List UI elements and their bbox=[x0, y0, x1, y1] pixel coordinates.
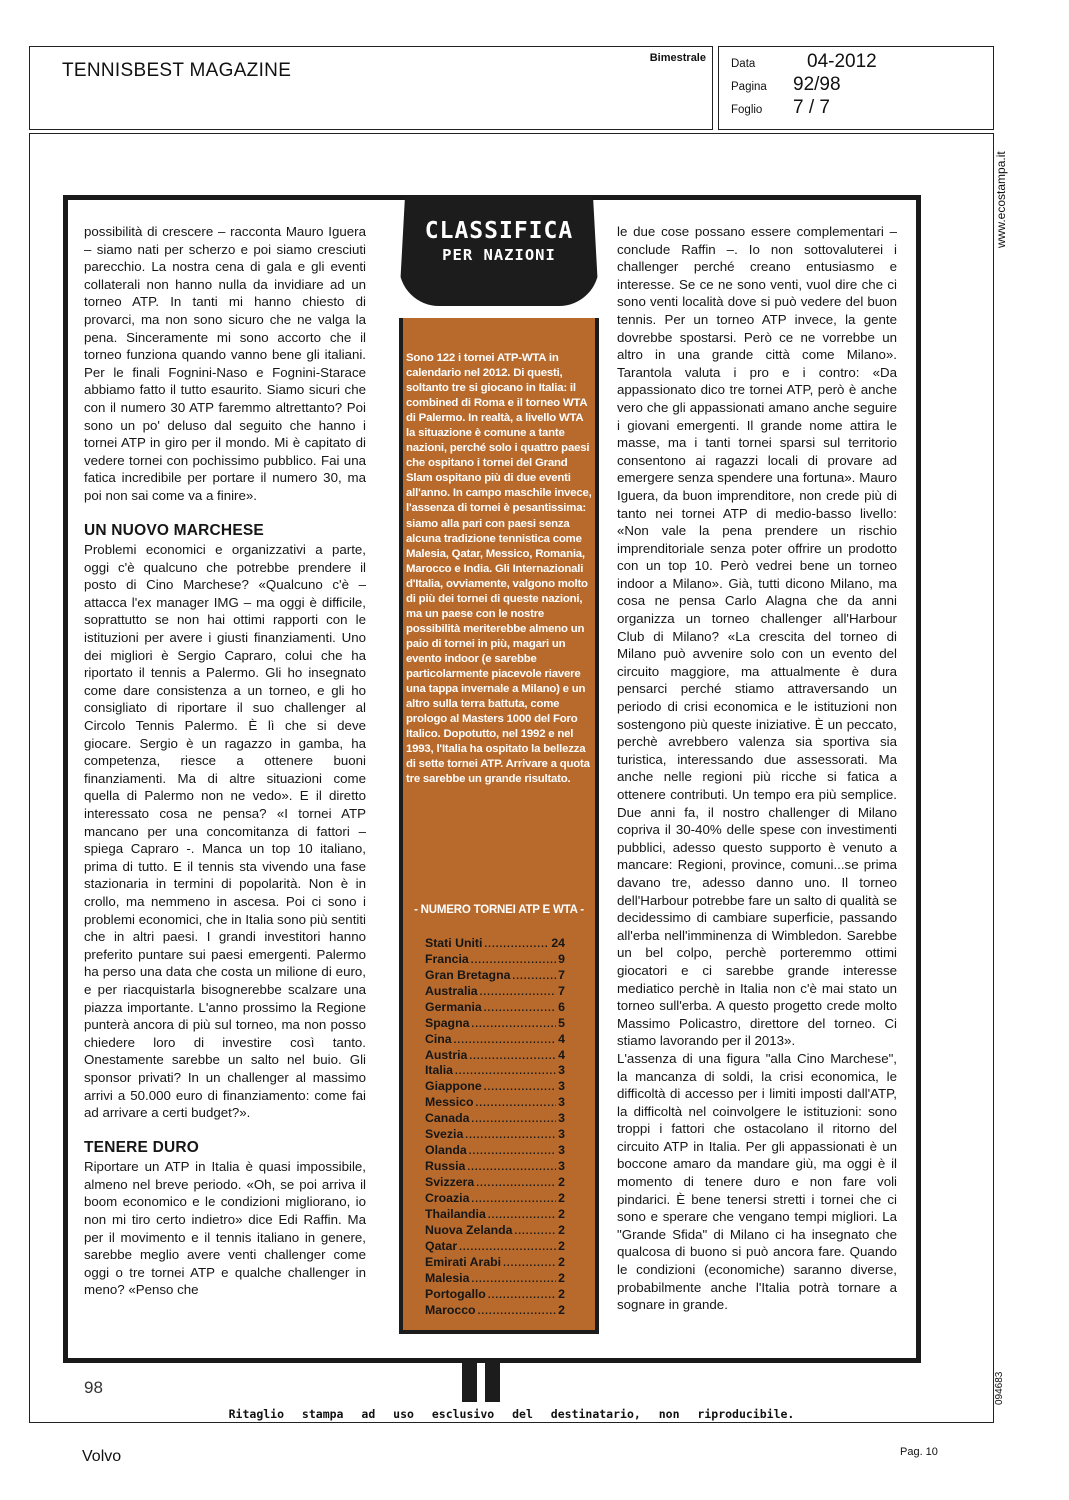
ranking-country: Russia bbox=[425, 1159, 466, 1174]
ranking-row bbox=[425, 1221, 565, 1237]
ranking-country: Spagna bbox=[425, 1015, 470, 1030]
clipping-code: 094683 bbox=[994, 1371, 1005, 1405]
ranking-count: 3 bbox=[558, 1079, 565, 1094]
ranking-heading: - NUMERO TORNEI ATP E WTA - bbox=[414, 904, 584, 916]
ranking-leader-dots bbox=[471, 1114, 556, 1125]
ranking-count: 2 bbox=[558, 1286, 565, 1301]
ranking-row bbox=[425, 1109, 565, 1125]
date-row bbox=[731, 51, 877, 73]
article-column-right bbox=[617, 223, 897, 1314]
ranking-country: Marocco bbox=[425, 1302, 476, 1317]
page-counter: Pag. 10 bbox=[900, 1446, 938, 1458]
ranking-country: Portogallo bbox=[425, 1286, 486, 1301]
ranking-country: Olanda bbox=[425, 1143, 467, 1158]
ranking-count: 5 bbox=[558, 1015, 565, 1030]
ranking-country: Nuova Zelanda bbox=[425, 1222, 513, 1237]
ranking-count: 3 bbox=[558, 1143, 565, 1158]
article-paragraph: le due cose possano essere complementari – conclude Raffin –. Io non sottovaluterei i challenger perché creano entusiasmo e interesse. Se ce ne sono venti, vuol dire che ci sono venti località dove si può vedere del buon tennis. Per un torneo ATP invece, la gente dovrebbe spostarsi. Però ce ne vorrebbe un altro in una grande città come Milano». Tarantola valuta i pro e i contro: «Da appassionato dico tre tornei ATP, però è anche vero che gli appassionati amano anche seguire i giovani emergenti. Il grande nome attira le masse, ma i tanti tornei sparsi sul territorio consentono ai ragazzi locali di provare ad emergere senza spendere una fortuna». Mauro Iguera, da buon imprenditore, non crede più di tanto nei tornei ATP di medio-basso livello: «Non vale la pena prendere un rischio imprenditoriale senza poter offrire un prodotto con un top 10. Però vedrei bene un torneo indoor a Milano». Già, tutti dicono Milano, ma cosa ne pensa Carlo Alagna che da anni organizza un torneo challenger all'Harbour Club di Milano? «La crescita del torneo di Milano può avvenire solo con un evento del circuito maggiore, ma attualmente è dura pensarci perché stiamo attraversando un periodo di crisi economica e le istituzioni non sostengono più queste iniziative. È un peccato, perchè avrebbero valenza sia sportiva sia turistica, interessando due assessorati. Ma anche nelle regioni più ricche si fatica a ottenere contributi. Un tempo era più semplice. Due anni fa, il nostro challenger di Milano copriva il 30-40% delle spese con investimenti pubblici, adesso questo supporto è venuto a mancare: Regioni, province, comuni...se prima davano tre, adesso danno uno. Il torneo dell'Harbour potrebbe fare un salto di qualità se decidessimo di cambiare superficie, passando all'erba nell'imminenza di Wimbledon. Sarebbe un bel colpo, perchè porteremmo ottimi giocatori e ci sarebbe grande interesse mediatico perchè in Italia non c'è mai stato un torneo sull'erba. A questo progetto crede molto Massimo Policastro, direttore del torneo. Ci stiamo lavorando per il 2013». bbox=[617, 224, 897, 1049]
ranking-count: 7 bbox=[558, 983, 565, 998]
ranking-leader-dots bbox=[484, 1082, 556, 1093]
ranking-leader-dots bbox=[514, 1226, 556, 1237]
ranking-row bbox=[425, 950, 565, 966]
ranking-row bbox=[425, 1301, 565, 1317]
ranking-row bbox=[425, 1285, 565, 1301]
publication-frequency: Bimestrale bbox=[649, 52, 706, 64]
header-title-box bbox=[29, 46, 713, 130]
ranking-leader-dots bbox=[469, 1146, 556, 1157]
ranking-leader-dots bbox=[488, 1290, 556, 1301]
article-paragraph: Problemi economici e organizzativi a parte, oggi c'è qualcuno che potrebbe prendere il posto di Cino Marchese? «Qualcuno c'è – attacca l'ex manager IMG – ma oggi è difficile, soprattutto se non hai ottimi rapporti con le istituzioni per avere i giusti finanziamenti. Uno dei migliori è Sergio Capraro, colui che ha riportato il tennis a Palermo. Gli ho insegnato come dare consistenza a un torneo, e gli ho consigliato di riportare il suo challenger al Circolo Tennis Palermo. È lì che si deve giocare. Sergio è un ragazzo in gamba, ha competenza, riesce a ottenere buoni finanziamenti. Ma di altre situazioni come quella di Palermo non ne vedo». E il diretto interessato cosa ne pensa? «I tornei ATP mancano per una concomitanza di fattori – spiega Capraro -. Manca un top 10 italiano, prima di tutto. E il tennis sta vivendo una fase stazionaria in termini di popolarità. Non è in crollo, ma nemmeno in ascesa. Poi ci sono i problemi economici, che in Italia sono più sentiti che in altri paesi. I grandi investitori hanno preferito puntare sui paesi emergenti. Palermo ha perso una data che costa un milione di euro, e per riacquistarla bisognerebbe scalzare una piazza importante. L'anno prossimo la Regione punterà ancora di più sul torneo, ma non posso chiedere loro di investire così tanto. Onestamente sarebbe un salto nel buio. Gli sponsor privati? In un challenger al massimo arrivi a 50.000 euro di finanziamento: come fai ad arrivare a certi budget?». bbox=[84, 542, 366, 1121]
client-name: Volvo bbox=[82, 1448, 122, 1465]
ranking-count: 6 bbox=[558, 999, 565, 1014]
ranking-leader-dots bbox=[484, 1003, 556, 1014]
ranking-count: 24 bbox=[551, 935, 565, 950]
ranking-row bbox=[425, 1253, 565, 1269]
ranking-country: Cina bbox=[425, 1031, 452, 1046]
ranking-row bbox=[425, 1046, 565, 1062]
ranking-country: Svezia bbox=[425, 1127, 464, 1142]
ranking-row bbox=[425, 1030, 565, 1046]
ranking-count: 3 bbox=[558, 1063, 565, 1078]
ranking-row bbox=[425, 1173, 565, 1189]
section-heading: TENERE DURO bbox=[84, 1138, 200, 1156]
ranking-row bbox=[425, 1269, 565, 1285]
ranking-count: 3 bbox=[558, 1159, 565, 1174]
ranking-country: Australia bbox=[425, 983, 478, 998]
ranking-leader-dots bbox=[471, 955, 556, 966]
ranking-country: Gran Bretagna bbox=[425, 967, 511, 982]
ranking-country: Germania bbox=[425, 999, 482, 1014]
ranking-count: 3 bbox=[558, 1111, 565, 1126]
date-label: Data bbox=[731, 58, 756, 70]
agency-website: www.ecostampa.it bbox=[994, 151, 1008, 249]
ranking-count: 2 bbox=[558, 1270, 565, 1285]
article-paragraph: L'assenza di una figura "alla Cino Marchese", la mancanza di soldi, la crisi economica, le difficoltà di accesso per i limiti imposti dall'ATP, la difficoltà nel coinvolgere le istituzioni: sono troppi i fattori che ostacolano il ritorno del circuito ATP in Italia. Per gli appassionati è un boccone amaro da mandare giù, ma oggi è il momento di tenere duro e non fare voli pindarici. È bene tenersi stretti i tornei che ci sono e sperare che vengano tempi migliori. La "Grande Sfida" di Milano ci ha insegnato che qualcosa di buono si può ancora fare. Quando le condizioni (economiche) saranno diverse, probabilmente anche l'Italia potrà tornare a sognare in grande. bbox=[617, 1050, 897, 1313]
ranking-leader-dots bbox=[469, 1051, 556, 1062]
ranking-row bbox=[425, 998, 565, 1014]
ranking-count: 2 bbox=[558, 1222, 565, 1237]
ranking-country: Qatar bbox=[425, 1238, 458, 1253]
ranking-count: 2 bbox=[558, 1206, 565, 1221]
ranking-country: Giappone bbox=[425, 1079, 482, 1094]
ranking-leader-dots bbox=[480, 987, 557, 998]
ranking-row bbox=[425, 1125, 565, 1141]
sheet-value: 7 / 7 bbox=[793, 97, 830, 118]
ranking-row bbox=[425, 1062, 565, 1078]
ranking-leader-dots bbox=[465, 1130, 556, 1141]
ranking-count: 3 bbox=[558, 1127, 565, 1142]
ranking-leader-dots bbox=[476, 1178, 556, 1189]
section-heading: UN NUOVO MARCHESE bbox=[84, 521, 264, 539]
header-meta-box bbox=[718, 46, 994, 130]
ranking-leader-dots bbox=[478, 1306, 557, 1317]
ranking-count: 2 bbox=[558, 1190, 565, 1205]
ranking-country: Francia bbox=[425, 951, 469, 966]
usage-disclaimer: Ritaglio stampa ad uso esclusivo del destinatario, non riproducibile. bbox=[228, 1407, 795, 1421]
ranking-country: Svizzera bbox=[425, 1175, 475, 1189]
sheet-row bbox=[731, 97, 830, 119]
ranking-country: Malesia bbox=[425, 1270, 470, 1285]
ranking-row bbox=[425, 1157, 565, 1173]
page-label: Pagina bbox=[731, 81, 767, 93]
page-binding-tabs bbox=[460, 1360, 520, 1402]
ranking-country: Emirati Arabi bbox=[425, 1254, 502, 1269]
magazine-page-number: 98 bbox=[84, 1378, 103, 1397]
page-row bbox=[731, 74, 841, 96]
ranking-count: 2 bbox=[558, 1238, 565, 1253]
ranking-count: 7 bbox=[558, 967, 565, 982]
ranking-count: 3 bbox=[558, 1095, 565, 1110]
ranking-count: 4 bbox=[558, 1047, 565, 1062]
ranking-count: 2 bbox=[558, 1254, 565, 1269]
ranking-leader-dots bbox=[503, 1258, 556, 1269]
article-column-left bbox=[84, 223, 366, 1299]
ranking-leader-dots bbox=[455, 1066, 556, 1077]
ranking-country: Austria bbox=[425, 1047, 468, 1062]
ranking-row bbox=[425, 1141, 565, 1157]
article-paragraph: possibilità di crescere – racconta Mauro Iguera – siamo nati per scherzo e poi siamo cresciuti parecchio. La nostra cena di gala e gli eventi collaterali non hanno nulla da invidiare ad un torneo ATP. In tanti mi hanno chiesto di provarci, ma non sono sicuro che ne valga la pena. Sinceramente mi sono accorto che il torneo funziona quando vanno bene gli italiani. Per le finali Fognini-Naso e Fognini-Starace abbiamo fatto il tutto esaurito. Siamo sicuri che con il numero 30 ATP faremmo altrettanto? Poi sono un po' deluso dal seguito che hanno i tornei ATP in giro per il mondo. Mi è capitato di vedere tornei con pochissimo pubblico. Fai una fatica incredibile per portare il numero 30, ma poi non sai come va a finire». bbox=[84, 224, 366, 503]
ranking-row bbox=[425, 1205, 565, 1221]
ranking-country: Croazia bbox=[425, 1190, 470, 1205]
ranking-leader-dots bbox=[459, 1242, 556, 1253]
page-value: 92/98 bbox=[793, 74, 841, 95]
ranking-row bbox=[425, 966, 565, 982]
ranking-leader-dots bbox=[471, 1194, 556, 1205]
ranking-row bbox=[425, 1077, 565, 1093]
ranking-country: Canada bbox=[425, 1111, 470, 1126]
ranking-leader-dots bbox=[488, 1210, 556, 1221]
ranking-leader-dots bbox=[484, 939, 549, 950]
ranking-row bbox=[425, 1014, 565, 1030]
ranking-leader-dots bbox=[512, 971, 556, 982]
article-paragraph: Riportare un ATP in Italia è quasi impossibile, almeno nel breve periodo. «Oh, se poi arriva il boom economico e le condizioni migliorano, io non mi tiro certo indietro» dice Edi Raffin. Ma per il movimento e il tennis italiano in genere, sarebbe meglio avere venti challenger come oggi o tre tornei ATP e qualche challenger in meno? «Penso che bbox=[84, 1159, 366, 1298]
ranking-leader-dots bbox=[454, 1035, 557, 1046]
ranking-leader-dots bbox=[476, 1098, 557, 1109]
ranking-count: 4 bbox=[558, 1031, 565, 1046]
ranking-row bbox=[425, 934, 565, 950]
ranking-row bbox=[425, 1093, 565, 1109]
binding-tab bbox=[485, 1360, 500, 1402]
sheet-label: Foglio bbox=[731, 104, 763, 116]
publication-title: TENNISBEST MAGAZINE bbox=[62, 60, 292, 81]
ranking-leader-dots bbox=[471, 1274, 556, 1285]
ranking-leader-dots bbox=[467, 1162, 556, 1173]
date-value: 04-2012 bbox=[807, 51, 877, 72]
ranking-count: 2 bbox=[558, 1302, 565, 1317]
sidebar-title: CLASSIFICA bbox=[424, 218, 574, 244]
ranking-row bbox=[425, 982, 565, 998]
sidebar-intro-text: Sono 122 i tornei ATP-WTA in calendario nel 2012. Di questi, soltanto tre si giocano in Italia: il combined di Roma e il torneo WTA di Palermo. In realtà, a livello WTA la situazione è comune a tante nazioni, perché solo i quattro paesi che ospitano i tornei del Grand Slam ospitano più di due eventi all'anno. In campo maschile invece, l'assenza di tornei è pesantissima: siamo alla pari con paesi senza alcuna tradizione tennistica come Malesia, Qatar, Messico, Romania, Marocco e India. Gli Internazionali d'Italia, ovviamente, valgono molto di più dei tornei di queste nazioni, ma un paese con le nostre possibilità meriterebbe almeno un paio di tornei in più, magari un evento indoor (e sarebbe particolarmente piacevole riavere una tappa invernale a Milano) e un altro sulla terra battuta, come prologo al Masters 1000 del Foro Italico. Dopotutto, nel 1992 e nel 1993, l'Italia ha ospitato la bellezza di sette tornei ATP. Arrivare a quota tre sarebbe un grande risultato. bbox=[406, 352, 592, 786]
ranking-country: Messico bbox=[425, 1095, 474, 1110]
ranking-list bbox=[425, 934, 565, 1317]
ranking-row bbox=[425, 1189, 565, 1205]
binding-tab bbox=[462, 1360, 477, 1402]
ranking-row bbox=[425, 1237, 565, 1253]
ranking-country: Thailandia bbox=[425, 1206, 486, 1221]
ranking-country: Stati Uniti bbox=[425, 935, 483, 950]
ranking-count: 9 bbox=[558, 951, 565, 966]
ranking-leader-dots bbox=[471, 1019, 556, 1030]
sidebar-subtitle: PER NAZIONI bbox=[442, 246, 556, 264]
ranking-count: 2 bbox=[558, 1175, 565, 1189]
ranking-country: Italia bbox=[425, 1063, 454, 1078]
